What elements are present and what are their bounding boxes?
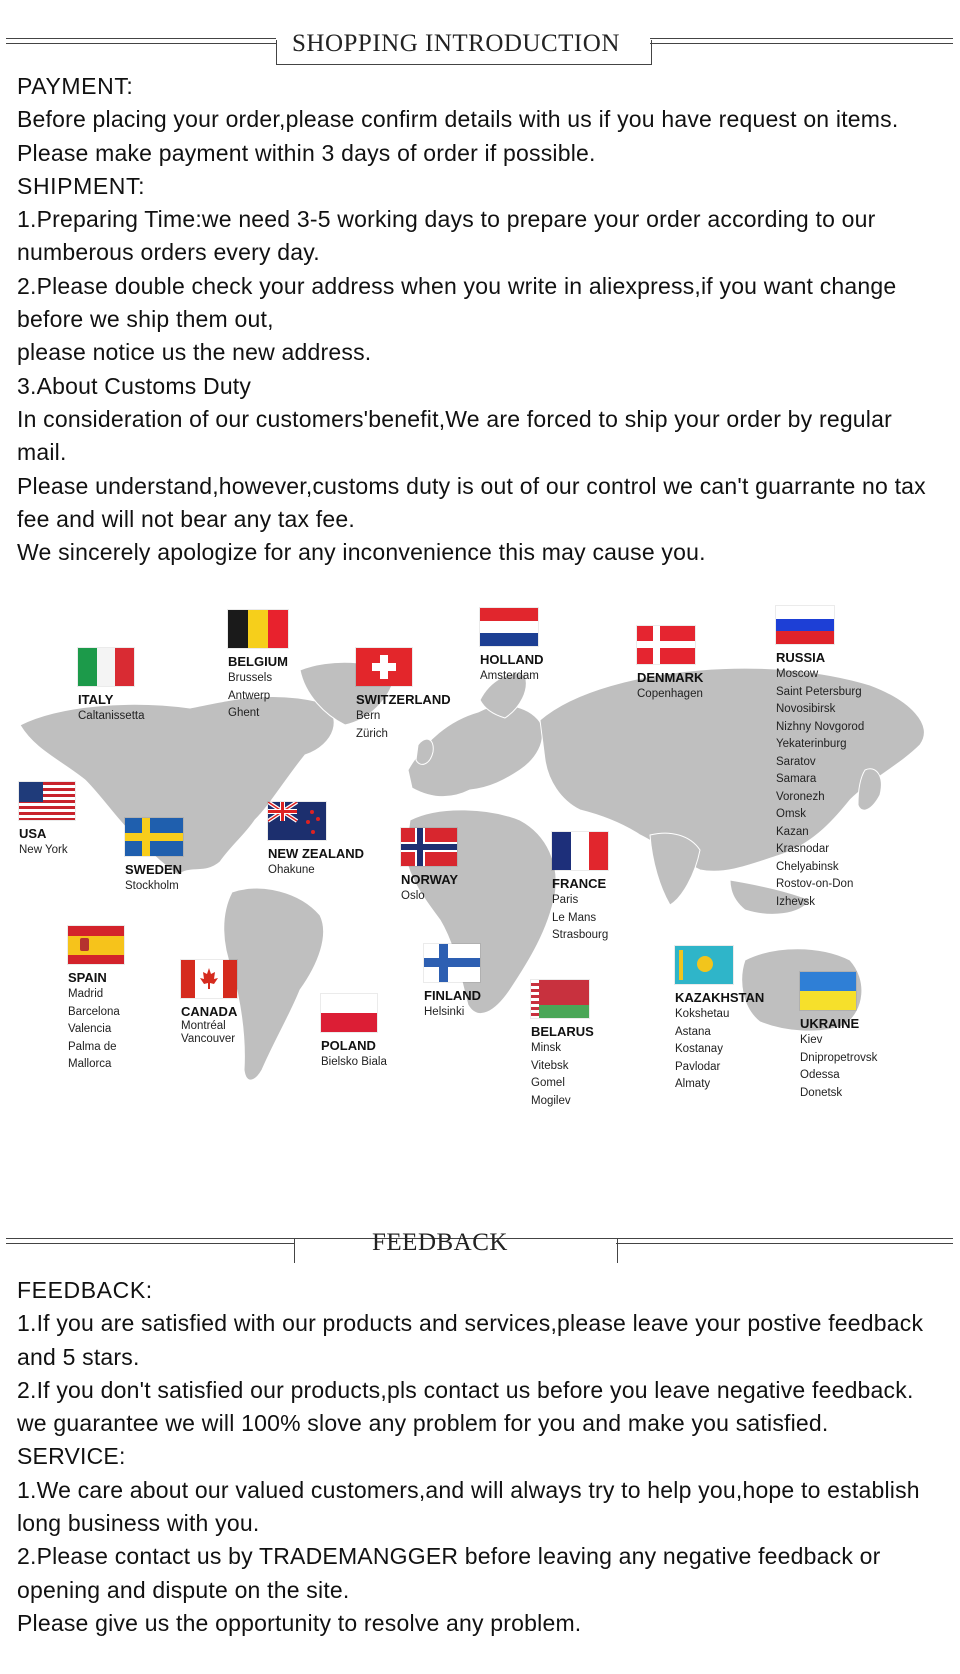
shipment-line: 1.Preparing Time:we need 3-5 working days to prepare your order according to our numberous orders every day. [17, 206, 876, 266]
city-name: Paris [552, 894, 579, 906]
city-name: Strasbourg [552, 929, 609, 941]
country-name: UKRAINE [800, 1016, 860, 1031]
service-line: 1.We care about our valued customers,and will always try to help you,hope to establish long business with you. [17, 1476, 920, 1537]
city-name: Samara [776, 773, 817, 785]
feedback-banner [0, 1228, 960, 1264]
city-name: Vancouver [181, 1033, 236, 1045]
country-name: HOLLAND [480, 652, 544, 667]
shipping-destinations-map [0, 630, 960, 1190]
feedback-line: 2.If you don't satisfied our products,pls contact us before you leave negative feedback. [17, 1376, 914, 1403]
country-name: USA [19, 826, 47, 841]
shipment-line: please notice us the new address. [17, 339, 372, 366]
city-name: Montréal [181, 1020, 226, 1032]
country-name: KAZAKHSTAN [675, 990, 765, 1005]
city-name: Minsk [531, 1042, 562, 1054]
country-name: FRANCE [552, 876, 607, 891]
city-name: Rostov-on-Don [776, 878, 854, 890]
finland-flag-icon [424, 944, 480, 982]
banner-rule-right [616, 1238, 953, 1239]
city-name: Antwerp [228, 689, 271, 702]
city-name: Kokshetau [675, 1008, 730, 1020]
city-name: Krasnodar [776, 843, 830, 855]
banner-rule-right [616, 1243, 953, 1244]
city-name: Stockholm [125, 880, 179, 892]
banner-rule-left [6, 38, 276, 39]
city-name: Bielsko Biala [321, 1056, 387, 1068]
city-name: Izhevsk [776, 895, 815, 908]
service-heading: SERVICE: [17, 1443, 126, 1470]
feedback-line: 1.If you are satisfied with our products and services,please leave your postive feedback and 5 stars. [17, 1310, 924, 1370]
service-line: 2.Please contact us by TRADEMANGGER before leaving any negative feedback or opening and dispute on the site. [17, 1543, 881, 1603]
country-spain [68, 926, 124, 1074]
service-line: Please give us the opportunity to resolve any problem. [17, 1609, 582, 1636]
country-russia [776, 606, 864, 911]
canada-flag-icon [181, 960, 237, 998]
payment-line: Before placing your order,please confirm details with us if you have request on items. [17, 106, 899, 133]
country-italy [78, 648, 144, 726]
south-america-shape [224, 888, 324, 1080]
city-name: Novosibirsk [776, 703, 836, 715]
country-name: SWEDEN [125, 862, 183, 877]
city-name: Moscow [776, 668, 819, 680]
city-name: Amsterdam [480, 670, 539, 682]
city-name: Palma de [68, 1040, 117, 1053]
city-name: Odessa [800, 1069, 840, 1081]
city-name: Vitebsk [531, 1059, 569, 1072]
city-name: New York [19, 844, 68, 856]
payment-line: Please make payment within 3 days of order if possible. [17, 139, 596, 166]
city-name: Madrid [68, 988, 104, 1000]
country-sweden [125, 818, 183, 896]
city-name: Brussels [228, 672, 273, 684]
city-name: Kiev [800, 1034, 823, 1046]
city-name: Yekaterinburg [776, 738, 847, 750]
city-name: Dnipropetrovsk [800, 1051, 878, 1064]
shopping-introduction-banner [0, 28, 960, 64]
country-kazakhstan [675, 946, 764, 1094]
belgium-flag-icon [228, 610, 288, 648]
norway-flag-icon [401, 828, 457, 866]
city-name: Astana [675, 1025, 711, 1038]
shipment-line: In consideration of our customers'benefit,We are forced to ship your order by regular mail. [17, 405, 892, 466]
shipment-line: 2.Please double check your address when you write in aliexpress,if you want change before we ship them out, [17, 272, 897, 333]
sweden-flag-icon [125, 818, 183, 856]
city-name: Helsinki [424, 1006, 465, 1018]
banner-rule-right [650, 38, 953, 39]
banner-rule-left [6, 1243, 294, 1244]
country-denmark [637, 626, 703, 704]
city-name: Saratov [776, 755, 816, 768]
country-france [552, 832, 608, 945]
country-name: NORWAY [401, 872, 459, 887]
country-belgium [228, 610, 288, 723]
russia-flag-icon [776, 606, 834, 644]
banner-rule-left [6, 1238, 294, 1239]
feedback-line: we guarantee we will 100% slove any problem for you and make you satisfied. [17, 1410, 829, 1437]
country-name: CANADA [181, 1004, 238, 1019]
country-name: SWITZERLAND [356, 692, 451, 707]
poland-flag-icon [321, 994, 377, 1032]
country-name: POLAND [321, 1038, 376, 1053]
france-flag-icon [552, 832, 608, 870]
city-name: Omsk [776, 808, 807, 820]
country-finland [424, 944, 481, 1022]
city-name: Pavlodar [675, 1060, 721, 1073]
payment-heading: PAYMENT: [17, 73, 134, 99]
shipment-line: Please understand,however,customs duty is out of our control we can't guarrante no tax fee and will not bear any tax fee. [17, 472, 926, 532]
country-name: FINLAND [424, 988, 482, 1003]
belarus-flag-icon [531, 980, 589, 1018]
city-name: Saint Petersburg [776, 685, 862, 698]
city-name: Oslo [401, 890, 425, 902]
country-norway [401, 828, 458, 906]
city-name: Almaty [675, 1078, 711, 1090]
feedback-heading: FEEDBACK: [17, 1277, 153, 1303]
country-canada [181, 960, 237, 1046]
city-name: Nizhny Novgorod [776, 720, 865, 733]
country-name: ITALY [78, 692, 114, 707]
city-name: Donetsk [800, 1086, 843, 1099]
india-shape [650, 833, 700, 905]
city-name: Chelyabinsk [776, 860, 839, 873]
country-belarus [531, 980, 594, 1110]
kazakhstan-flag-icon [675, 946, 733, 984]
holland-flag-icon [480, 608, 538, 646]
country-usa [19, 782, 75, 860]
country-new-zealand [268, 802, 364, 880]
ukraine-flag-icon [800, 972, 856, 1010]
shipment-line: 3.About Customs Duty [17, 372, 252, 399]
city-name: Kostanay [675, 1043, 723, 1055]
shipment-line: We sincerely apologize for any inconvenience this may cause you. [17, 539, 706, 566]
country-ukraine [800, 972, 877, 1102]
country-holland [480, 608, 544, 686]
banner-rule-left [6, 43, 276, 44]
country-name: NEW ZEALAND [268, 846, 365, 861]
city-name: Caltanissetta [78, 710, 145, 722]
feedback-text [17, 1274, 947, 1640]
usa-flag-icon [19, 782, 75, 820]
country-name: BELARUS [531, 1024, 594, 1039]
new-zealand-flag-icon [268, 802, 326, 840]
denmark-flag-icon [637, 626, 695, 664]
spain-flag-icon [68, 926, 124, 964]
country-switzerland [356, 648, 451, 743]
city-name: Mogilev [531, 1094, 571, 1107]
city-name: Bern [356, 710, 381, 722]
city-name: Le Mans [552, 911, 597, 924]
city-name: Ghent [228, 707, 260, 719]
country-name: BELGIUM [228, 654, 288, 669]
switzerland-flag-icon [356, 648, 412, 686]
city-name: Copenhagen [637, 688, 703, 700]
city-name: Valencia [68, 1023, 112, 1035]
country-name: RUSSIA [776, 650, 826, 665]
city-name: Zürich [356, 727, 388, 740]
banner-title: FEEDBACK [372, 1229, 508, 1256]
city-name: Mallorca [68, 1058, 112, 1070]
shopping-introduction-text [17, 70, 947, 569]
city-name: Ohakune [268, 864, 315, 876]
banner-title: SHOPPING INTRODUCTION [292, 30, 620, 57]
country-poland [321, 994, 387, 1072]
city-name: Gomel [531, 1077, 565, 1089]
country-name: DENMARK [637, 670, 704, 685]
city-name: Voronezh [776, 790, 825, 803]
city-name: Barcelona [68, 1005, 120, 1018]
city-name: Kazan [776, 825, 809, 838]
shipment-heading: SHIPMENT: [17, 172, 146, 199]
country-name: SPAIN [68, 970, 107, 985]
banner-rule-right [650, 43, 953, 44]
italy-flag-icon [78, 648, 134, 686]
